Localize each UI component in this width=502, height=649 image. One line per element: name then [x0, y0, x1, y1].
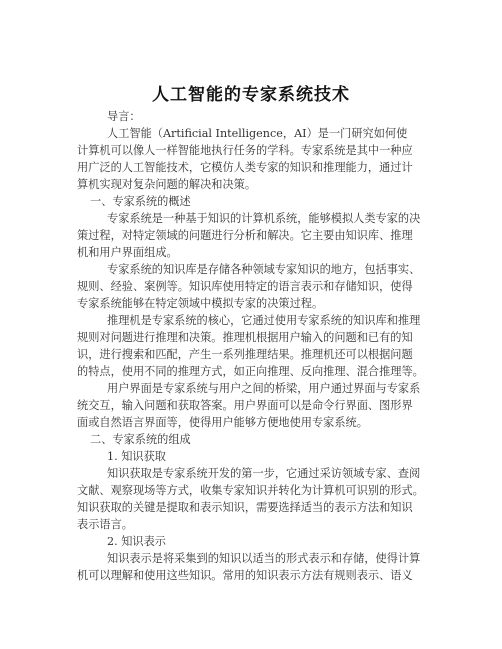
paragraph-line: 规则对问题进行推理和决策。推理机根据用户输入的问题和已有的知 [77, 331, 413, 344]
paragraph-line: 表示语言。 [77, 518, 133, 531]
document-title: 人工智能的专家系统技术 [152, 85, 350, 105]
paragraph-line: 策过程，对特定领域的问题进行分析和解决。它主要由知识库、推理 [77, 229, 413, 242]
subsection-heading: 2. 知识表示 [107, 535, 166, 548]
paragraph-line: 的特点，使用不同的推理方式，如正向推理、反向推理、混合推理等。 [77, 365, 424, 378]
paragraph-line: 知识获取是专家系统开发的第一步，它通过采访领域专家、查阅 [107, 467, 421, 480]
paragraph-line: 知识获取的关键是提取和表示知识，需要选择适当的表示方法和知识 [77, 501, 413, 514]
paragraph-line: 机可以理解和使用这些知识。常用的知识表示方法有规则表示、语义 [77, 569, 413, 582]
paragraph-line: 知识表示是将采集到的知识以适当的形式表示和存储，使得计算 [107, 552, 421, 565]
section-heading: 一、专家系统的概述 [90, 195, 191, 208]
paragraph-line: 算机实现对复杂问题的解决和决策。 [77, 178, 257, 191]
paragraph-line: 识，进行搜索和匹配，产生一系列推理结果。推理机还可以根据问题 [77, 348, 413, 361]
paragraph-line: 统交互，输入问题和获取答案。用户界面可以是命令行界面、图形界 [77, 399, 413, 412]
intro-label: 导言： [107, 110, 141, 123]
section-heading: 二、专家系统的组成 [90, 433, 191, 446]
paragraph-line: 推理机是专家系统的核心，它通过使用专家系统的知识库和推理 [107, 314, 421, 327]
paragraph-line: 专家系统能够在特定领域中模拟专家的决策过程。 [77, 297, 324, 310]
paragraph-line: 专家系统的知识库是存储各种领域专家知识的地方，包括事实、 [107, 263, 421, 276]
paragraph-line: 专家系统是一种基于知识的计算机系统，能够模拟人类专家的决 [107, 212, 421, 225]
paragraph-line: 用户界面是专家系统与用户之间的桥梁，用户通过界面与专家系 [107, 382, 421, 395]
paragraph-line: 面或自然语言界面等，使得用户能够方便地使用专家系统。 [77, 416, 368, 429]
paragraph-line: 计算机可以像人一样智能地执行任务的学科。专家系统是其中一种应 [77, 144, 413, 157]
paragraph-line: 机和用户界面组成。 [77, 246, 178, 259]
subsection-heading: 1. 知识获取 [107, 450, 166, 463]
paragraph-line: 规则、经验、案例等。知识库使用特定的语言表示和存储知识，使得 [77, 280, 413, 293]
paragraph-line: 用广泛的人工智能技术，它模仿人类专家的知识和推理能力，通过计 [77, 161, 413, 174]
paragraph-line: 文献、观察现场等方式，收集专家知识并转化为计算机可识别的形式。 [77, 484, 424, 497]
paragraph-line: 人工智能（Artificial Intelligence，AI）是一门研究如何使 [107, 127, 408, 140]
